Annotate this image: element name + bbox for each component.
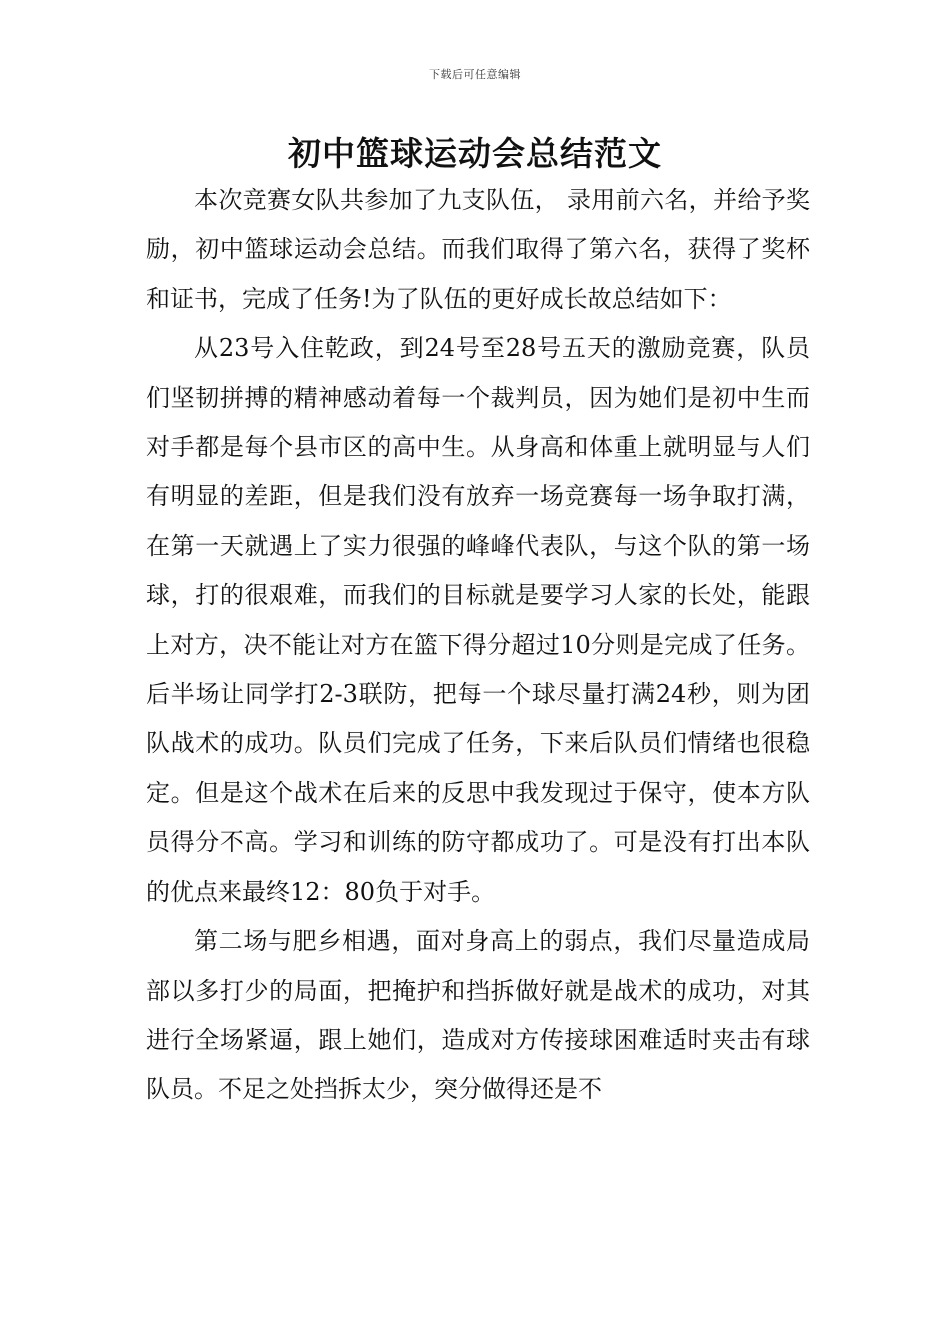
paragraph-1: 本次竞赛女队共参加了九支队伍， 录用前六名，并给予奖励，初中篮球运动会总结。而我们取得了第六名，获得了奖杯和证书，完成了任务!为了队伍的更好成长故总结如下： xyxy=(146,186,810,313)
page-header: 下载后可任意编辑 xyxy=(429,68,521,81)
document-body xyxy=(146,176,810,1115)
paragraph-3: 第二场与肥乡相遇，面对身高上的弱点，我们尽量造成局部以多打少的局面，把掩护和挡拆做好就是战术的成功，对其进行全场紧逼，跟上她们，造成对方传接球困难适时夹击有球队员。不足之处挡拆太少，突分做得还是不 xyxy=(146,927,810,1104)
paragraph-2: 从23号入住乾政，到24号至28号五天的激励竞赛，队员们坚韧拼搏的精神感动着每一个裁判员，因为她们是初中生而对手都是每个县市区的高中生。从身高和体重上就明显与人们有明显的差距，但是我们没有放弃一场竞赛每一场争取打满，在第一天就遇上了实力很强的峰峰代表队，与这个队的第一场球，打的很艰难，而我们的目标就是要学习人家的长处，能跟上对方，决不能让对方在篮下得分超过10分则是完成了任务。后半场让同学打2-3联防，把每一个球尽量打满24秒，则为团队战术的成功。队员们完成了任务，下来后队员们情绪也很稳定。但是这个战术在后来的反思中我发现过于保守，使本方队员得分不高。学习和训练的防守都成功了。可是没有打出本队的优点来最终12：80负于对手。 xyxy=(146,334,810,906)
document-title: 初中篮球运动会总结范文 xyxy=(288,134,662,173)
